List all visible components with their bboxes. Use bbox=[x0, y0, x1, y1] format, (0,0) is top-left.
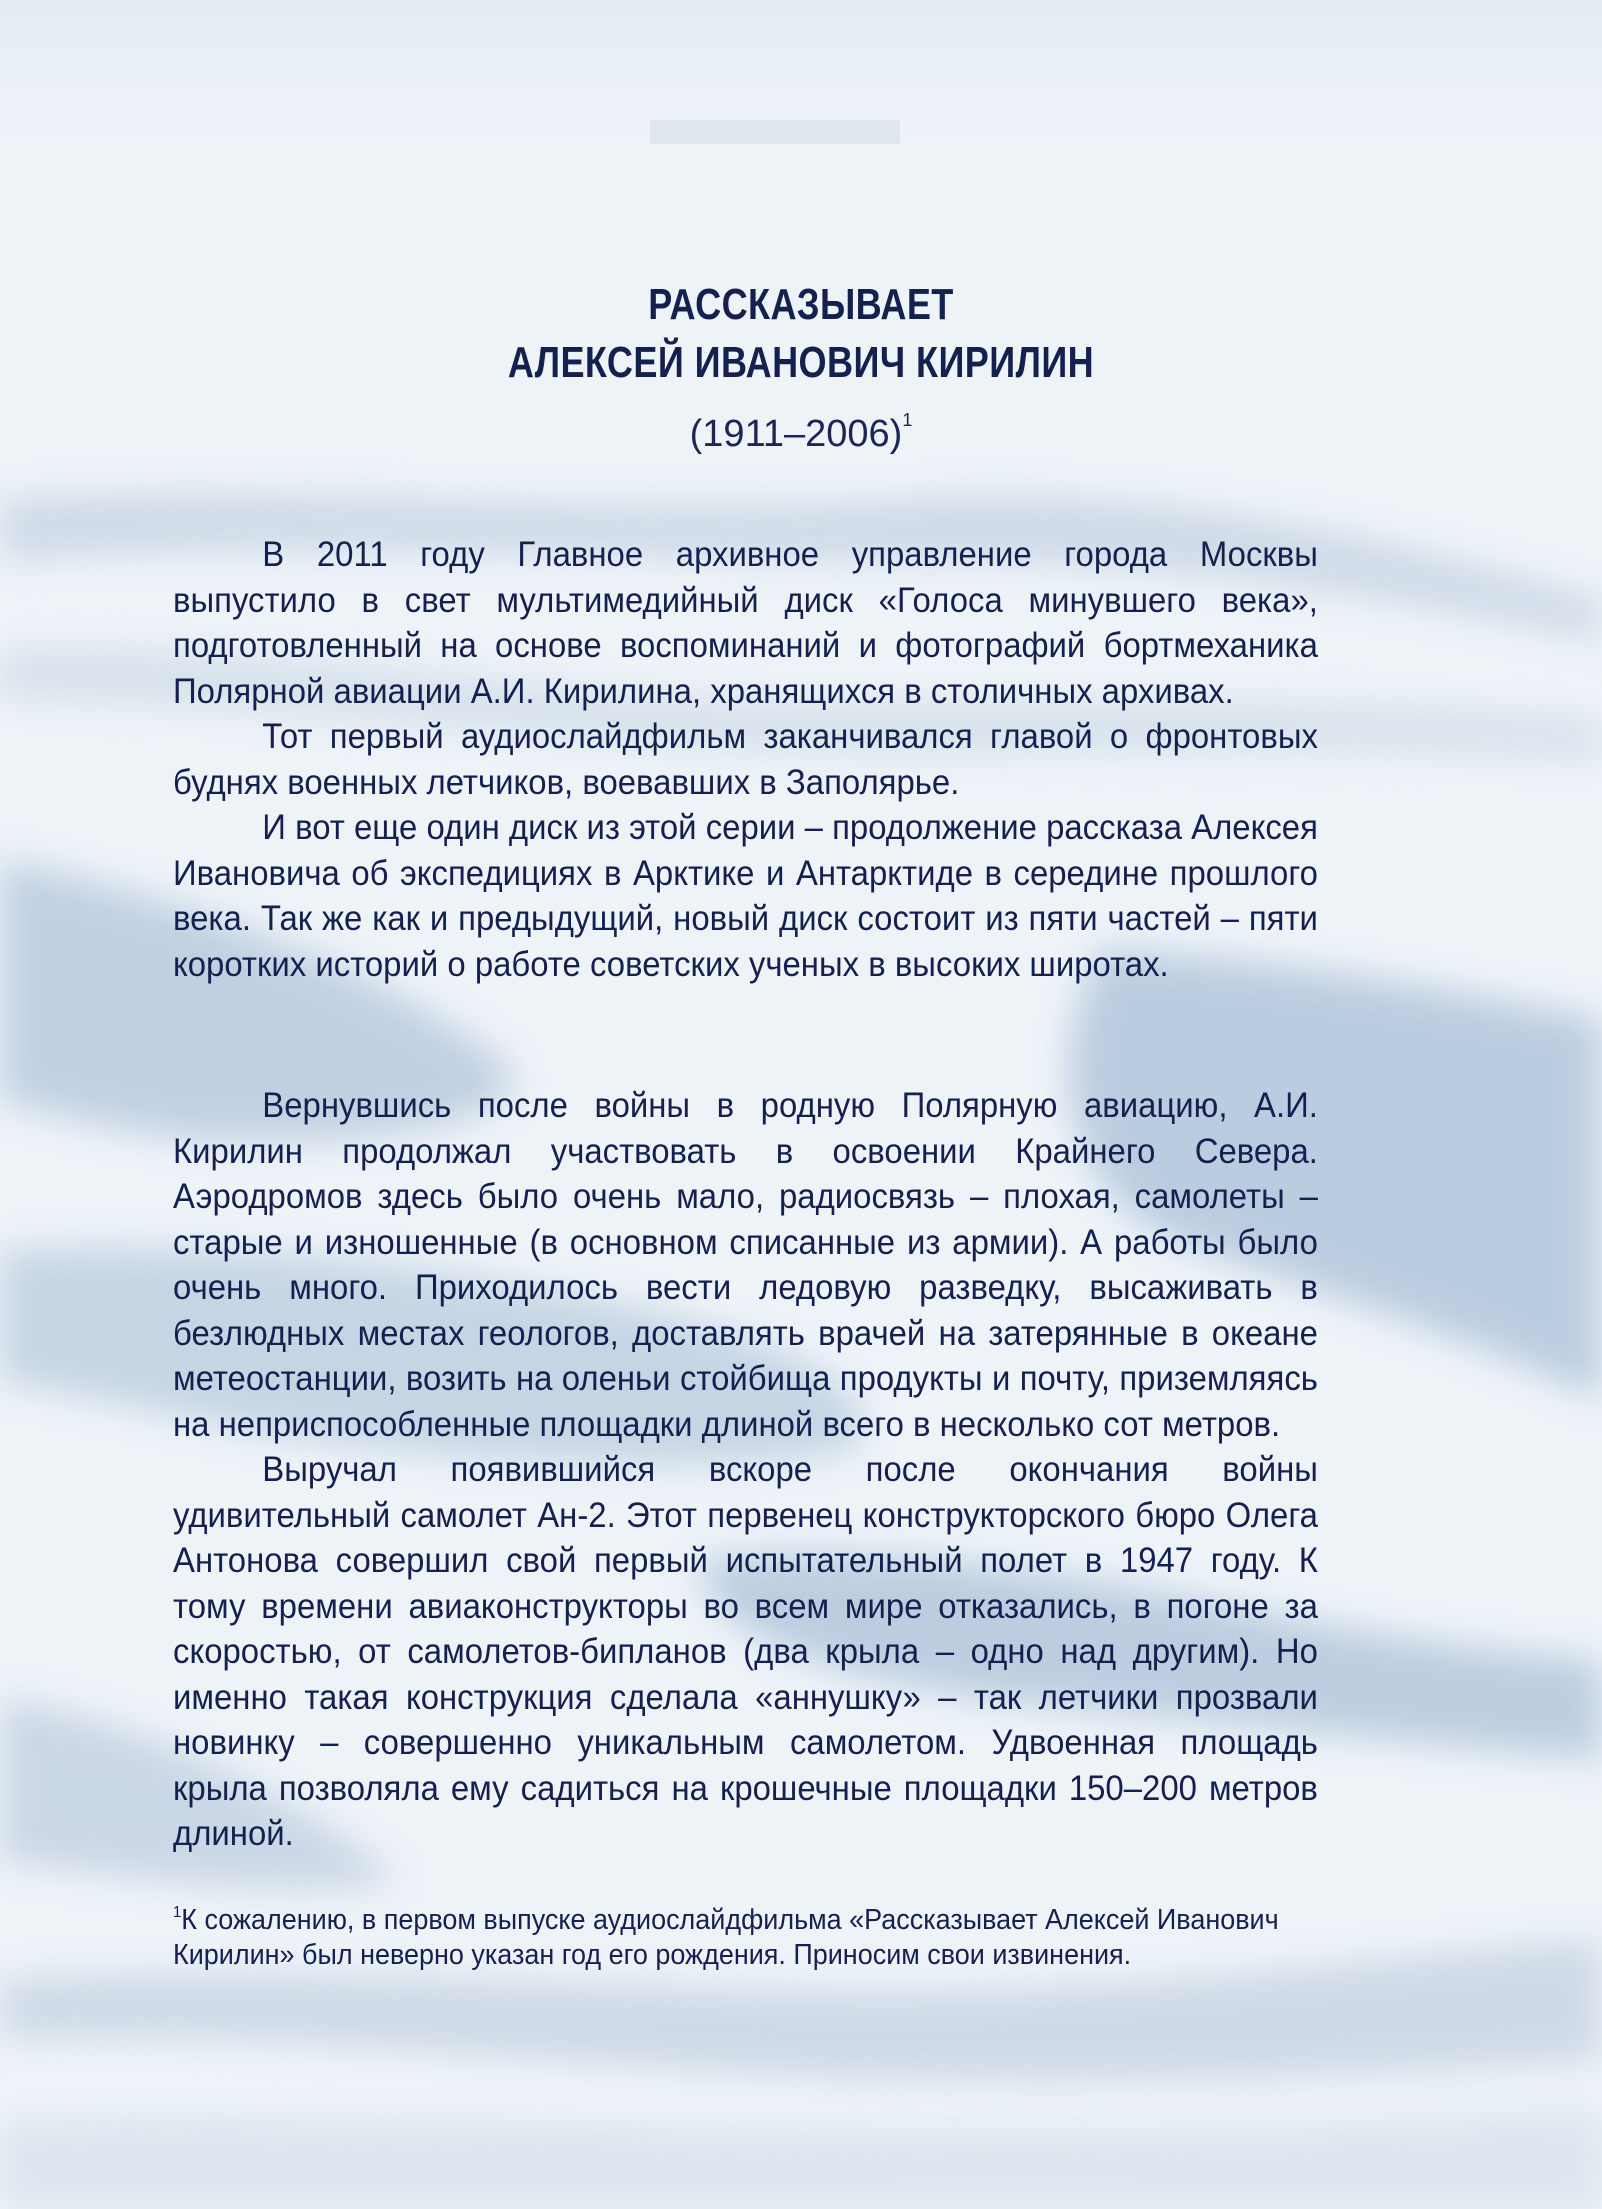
footnote-text: К сожалению, в первом выпуске аудиослайдфильма «Рассказывает Алексей Иванович Кирилин» был неверно указан год его рождения. Приносим свои извинения. bbox=[173, 1904, 1279, 1971]
paragraph: В 2011 году Главное архивное управление города Москвы выпустило в свет мультимедийный диск «Голоса минувшего века», подготовленный на основе воспоминаний и фотографий бортмеханика Полярной авиации А.И. Кирилина, хранящихся в столичных архивах. bbox=[173, 535, 1318, 711]
paragraph: Вернувшись после войны в родную Полярную авиацию, А.И. Кирилин продолжал участвовать в освоении Крайнего Севера. Аэродромов здесь было очень мало, радиосвязь – плохая, самолеты – старые и изношенные (в основном списанные из армии). А работы было очень много. Приходилось вести ледовую разведку, высаживать в безлюдных местах геологов, доставлять врачей на затерянные в океане метеостанции, возить на оленьи стойбища продукты и почту, приземляясь на неприспособленные площадки длиной всего в несколько сот метров. bbox=[173, 1086, 1318, 1444]
story-section bbox=[173, 1083, 1318, 1857]
page-title-line-2: АЛЕКСЕЙ ИВАНОВИЧ КИРИЛИН bbox=[507, 338, 1095, 387]
paragraph: Выручал появившийся вскоре после окончания войны удивительный самолет Ан-2. Этот первенец конструкторского бюро Олега Антонова совершил свой первый испытательный полет в 1947 году. К тому времени авиаконструкторы во всем мире отказались, в погоне за скоростью, от самолетов-бипланов (два крыла – одно над другим). Но именно такая конструкция сделала «аннушку» – так летчики прозвали новинку – совершенно уникальным самолетом. Удвоенная площадь крыла позволяла ему садиться на крошечные площадки 150–200 метров длиной. bbox=[173, 1450, 1318, 1853]
footnote bbox=[173, 1895, 1298, 1973]
paragraph: И вот еще один диск из этой серии – продолжение рассказа Алексея Ивановича об экспедициях в Арктике и Антарктиде в середине прошлого века. Так же как и предыдущий, новый диск состоит из пяти частей – пяти коротких историй о работе советских ученых в высоких широтах. bbox=[173, 808, 1318, 984]
page-title-line-1: РАССКАЗЫВАЕТ bbox=[648, 280, 954, 329]
footnote-reference: 1 bbox=[902, 410, 913, 430]
life-dates bbox=[0, 410, 1602, 456]
paragraph: Тот первый аудиослайдфильм заканчивался главой о фронтовых буднях военных летчиков, воевавших в Заполярье. bbox=[173, 717, 1318, 802]
life-dates-text: (1911–2006) bbox=[689, 413, 903, 455]
footnote-marker: 1 bbox=[173, 1904, 182, 1921]
intro-section bbox=[173, 532, 1318, 987]
